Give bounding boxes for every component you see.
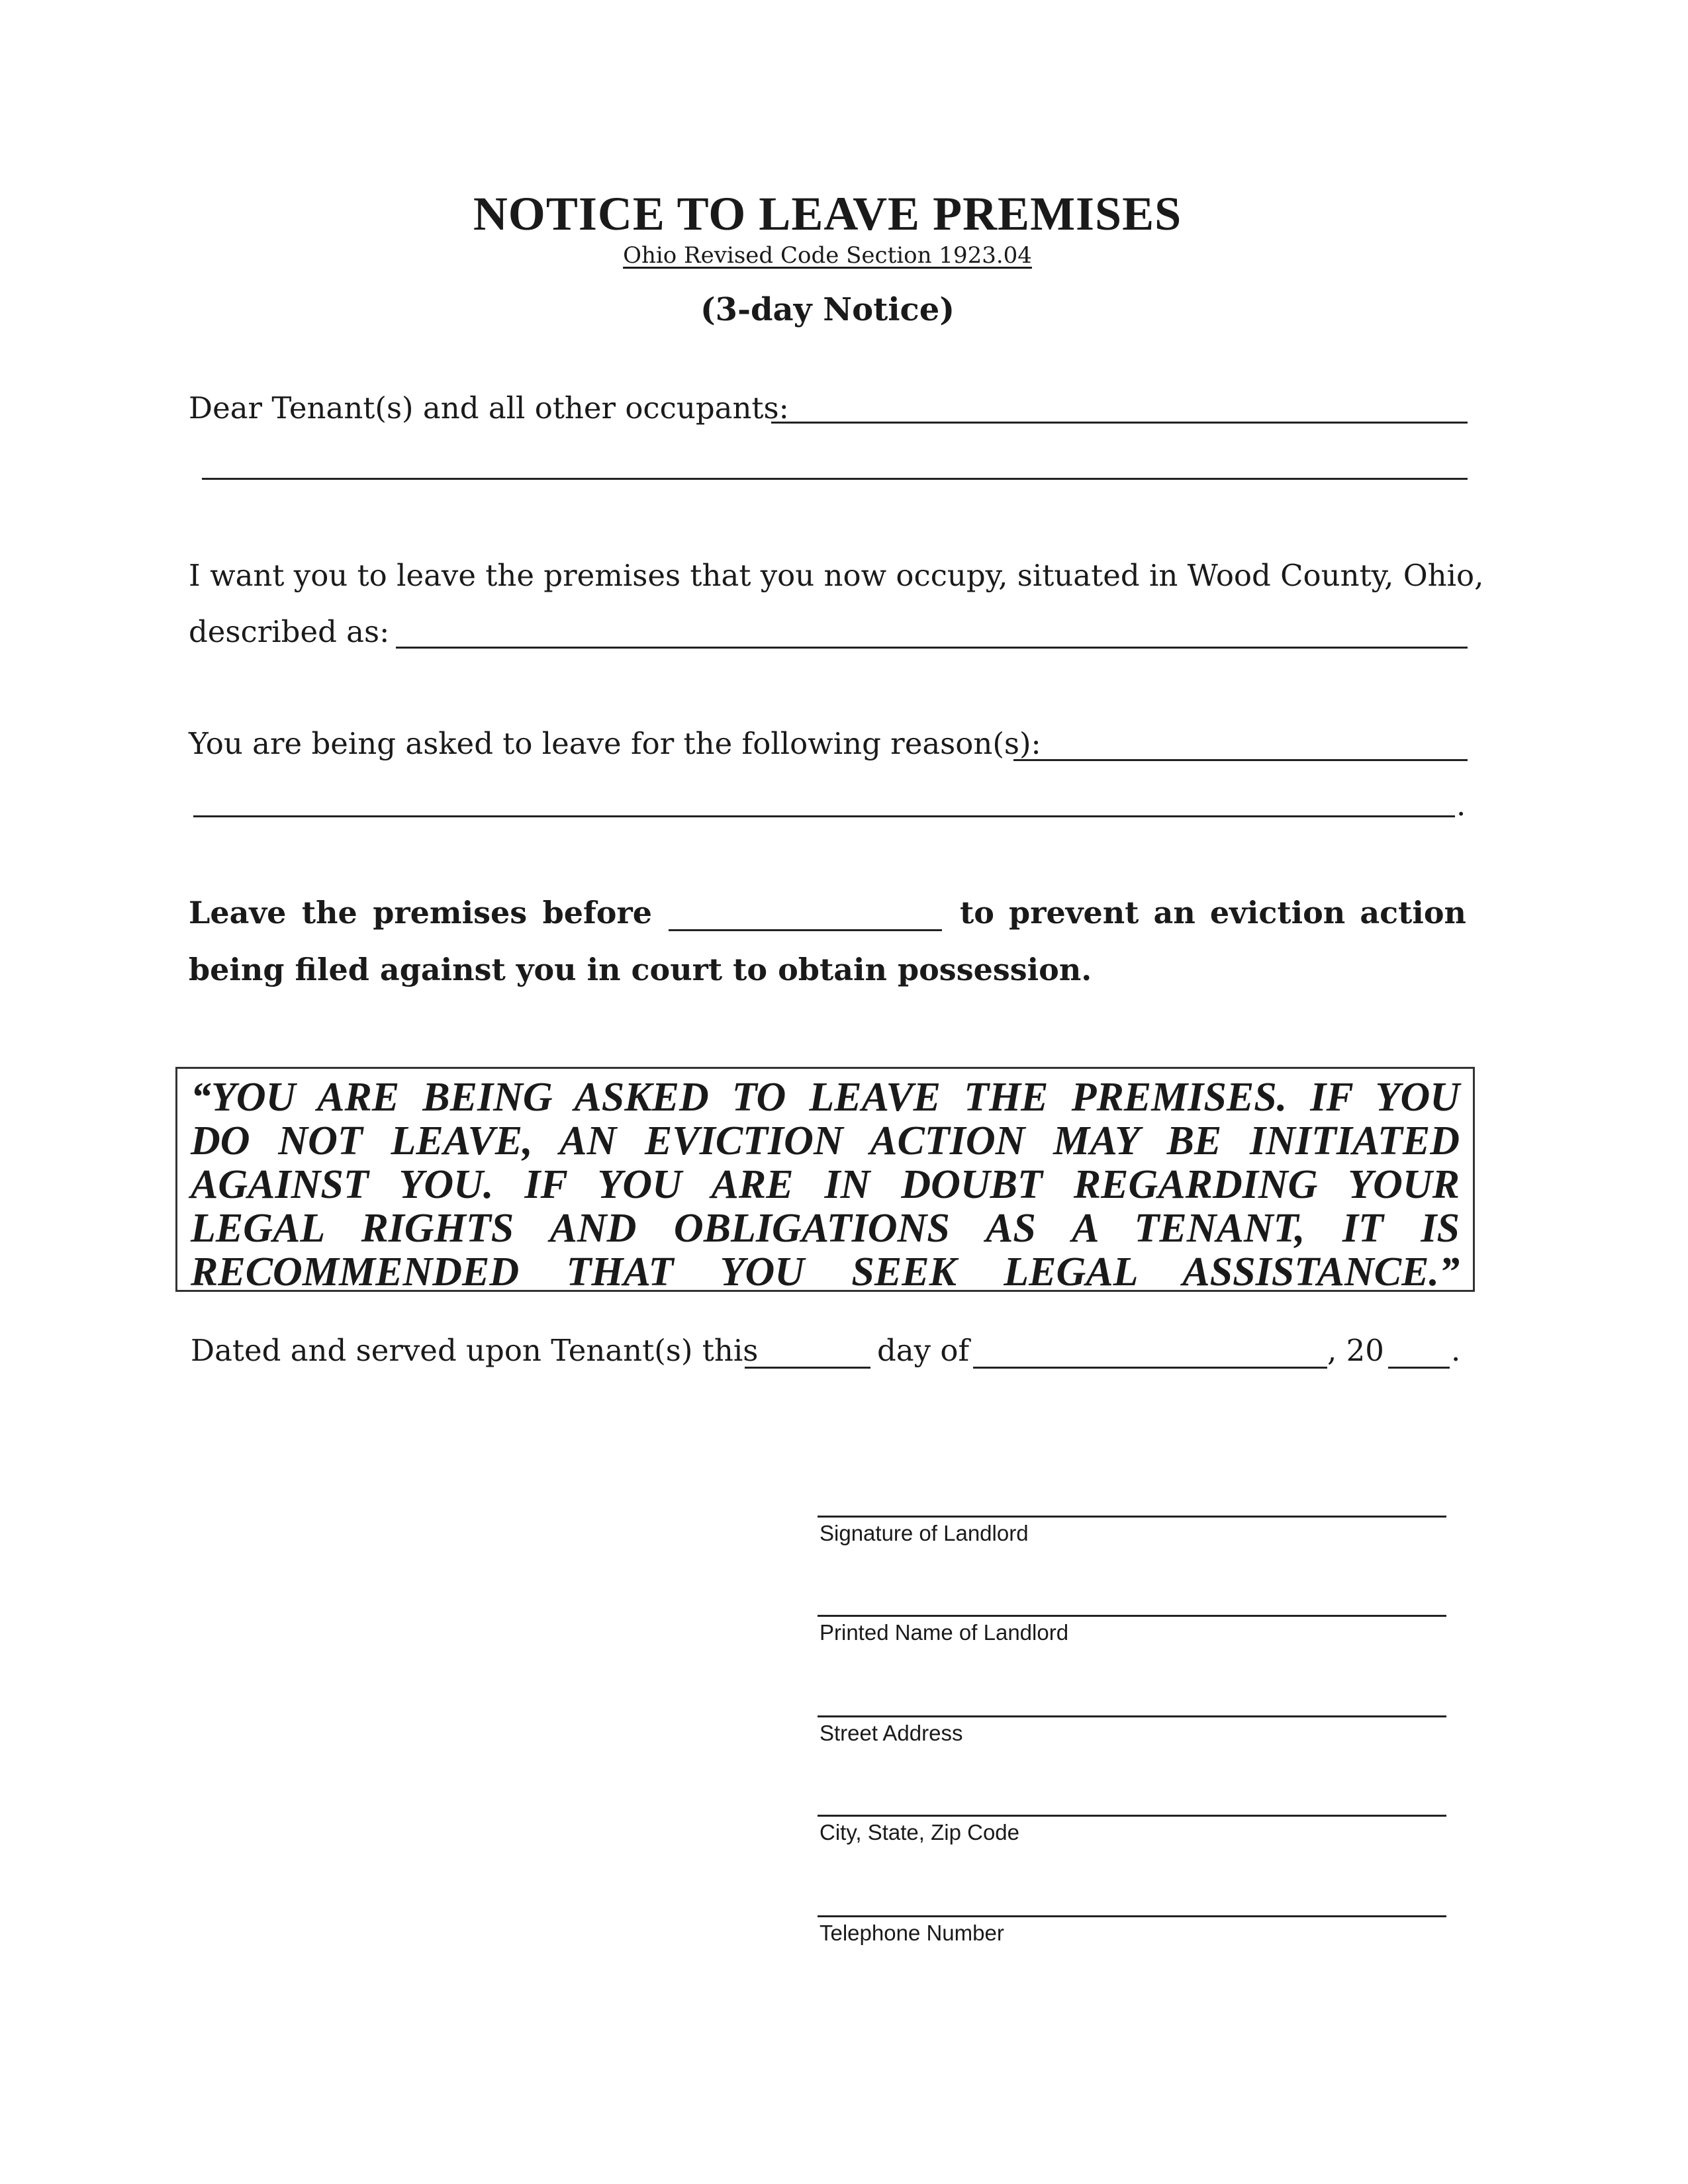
dated-label: Dated and served upon Tenant(s) this — [191, 1333, 759, 1368]
telephone-label: Telephone Number — [820, 1921, 1004, 1945]
legal-warning-box — [175, 1067, 1475, 1295]
dated-month-line[interactable] — [973, 1367, 1327, 1369]
reasons-end-period: . — [1456, 788, 1466, 823]
warning-line-2: DO NOT LEAVE, AN EVICTION ACTION MAY BE INITIATED — [191, 1118, 1460, 1163]
telephone-line[interactable] — [818, 1915, 1446, 1917]
notice-period: (3-day Notice) — [700, 291, 955, 328]
premises-description-line[interactable] — [396, 647, 1468, 649]
premises-text: I want you to leave the premises that you now occupy, situated in Wood County, Ohio, — [189, 558, 1484, 593]
dated-end-period: . — [1451, 1333, 1461, 1368]
reasons-label: You are being asked to leave for the following reason(s): — [189, 726, 1041, 761]
reason-line-2[interactable] — [193, 815, 1455, 817]
reason-line-1[interactable] — [1013, 759, 1468, 761]
salutation-label: Dear Tenant(s) and all other occupants: — [189, 390, 789, 426]
printed-name-label: Printed Name of Landlord — [820, 1620, 1069, 1645]
deadline-date-line[interactable] — [669, 929, 942, 931]
deadline-text-3: being filed against you in court to obtain possession. — [189, 952, 1092, 987]
deadline-text-2: to prevent an eviction action — [960, 895, 1466, 931]
year-prefix: , 20 — [1327, 1333, 1384, 1368]
described-as-label: described as: — [189, 614, 390, 649]
warning-line-5: RECOMMENDED THAT YOU SEEK LEGAL ASSISTANCE.” — [191, 1250, 1460, 1295]
city-state-zip-label: City, State, Zip Code — [820, 1820, 1020, 1844]
city-state-zip-line[interactable] — [818, 1815, 1446, 1817]
signature-line[interactable] — [818, 1516, 1446, 1518]
dated-year-line[interactable] — [1388, 1367, 1450, 1369]
signature-label: Signature of Landlord — [820, 1521, 1029, 1545]
statute-reference: Ohio Revised Code Section 1923.04 — [623, 242, 1032, 269]
page-title: NOTICE TO LEAVE PREMISES — [473, 187, 1182, 240]
warning-line-3: AGAINST YOU. IF YOU ARE IN DOUBT REGARDING YOUR — [191, 1162, 1460, 1207]
tenant-name-line-1[interactable] — [771, 422, 1468, 424]
day-of-label: day of — [877, 1333, 970, 1368]
printed-name-line[interactable] — [818, 1615, 1446, 1617]
dated-day-line[interactable] — [745, 1367, 870, 1369]
street-address-line[interactable] — [818, 1715, 1446, 1717]
tenant-name-line-2[interactable] — [202, 478, 1468, 480]
warning-line-4: LEGAL RIGHTS AND OBLIGATIONS AS A TENANT, IT IS — [191, 1206, 1460, 1251]
deadline-text-1: Leave the premises before — [189, 895, 652, 931]
warning-line-1: “YOU ARE BEING ASKED TO LEAVE THE PREMISES. IF YOU — [191, 1075, 1460, 1120]
street-address-label: Street Address — [820, 1721, 963, 1745]
